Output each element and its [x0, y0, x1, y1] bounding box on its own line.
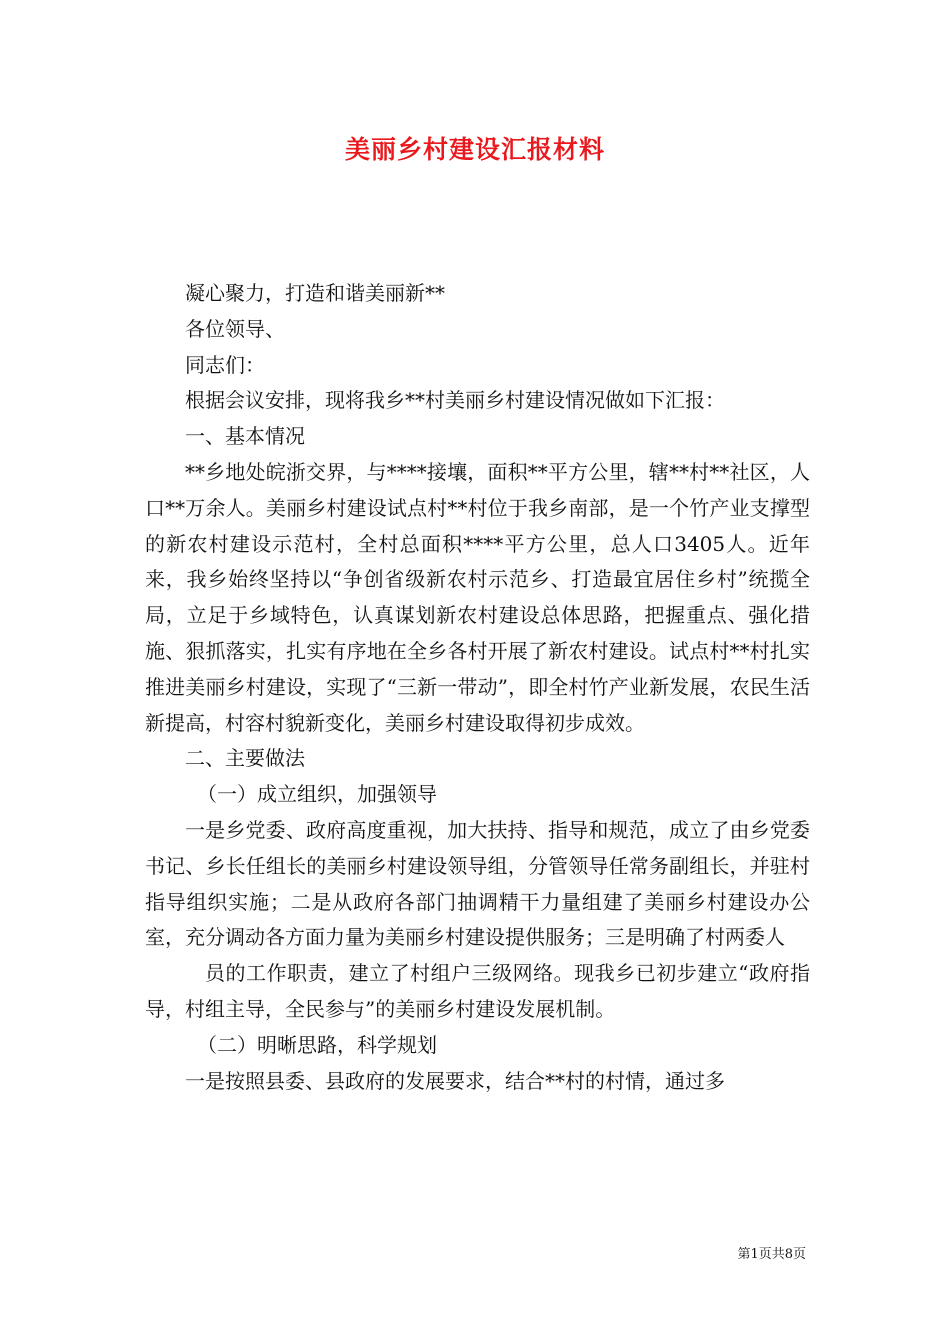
section-heading-2: 二、主要做法	[185, 746, 305, 771]
document-body	[145, 276, 810, 1099]
planning-paragraph: 一是按照县委、县政府的发展要求，结合**村的村情，通过多	[185, 1068, 725, 1093]
subsection-heading-1: （一）成立组织，加强领导	[197, 782, 437, 807]
page-number: 第1页共8页	[737, 1247, 806, 1262]
salutation-line-1: 各位领导、	[185, 316, 285, 341]
salutation-line-2: 同志们：	[185, 352, 265, 377]
page-title: 美丽乡村建设汇报材料	[344, 135, 605, 164]
intro-paragraph: 根据会议安排，现将我乡**村美丽乡村建设情况做如下汇报：	[185, 388, 725, 413]
basic-situation-paragraph: **乡地处皖浙交界，与****接壤，面积**平方公里，辖**村**社区，人口**万余人。美丽乡村建设试点村**村位于我乡南部，是一个竹产业支撑型的新农村建设示范村，全村总面积****平方公里，总人口3405人。近年来，我乡始终坚持以“争创省级新农村示范乡、打造最宜居住乡村”统揽全局，立足于乡域特色，认真谋划新农村建设总体思路，把握重点、强化措施、狠抓落实，扎实有序地在全乡各村开展了新农村建设。试点村**村扎实推进美丽乡村建设，实现了“三新一带动”，即全村竹产业新发展，农民生活新提高，村容村貌新变化，美丽乡村建设取得初步成效。	[145, 459, 810, 735]
subsection-heading-2: （二）明晰思路，科学规划	[197, 1032, 437, 1057]
subtitle-paragraph: 凝心聚力，打造和谐美丽新**	[185, 281, 445, 305]
section-heading-1: 一、基本情况	[185, 424, 305, 449]
organization-continued-paragraph: 员的工作职责，建立了村组户三级网络。现我乡已初步建立“政府指导，村组主导，全民参与”的美丽乡村建设发展机制。	[145, 961, 810, 1021]
organization-paragraph: 一是乡党委、政府高度重视，加大扶持、指导和规范，成立了由乡党委书记、乡长任组长的美丽乡村建设领导组，分管领导任常务副组长，并驻村指导组织实施；二是从政府各部门抽调精干力量组建了美丽乡村建设办公室，充分调动各方面力量为美丽乡村建设提供服务；三是明确了村两委人	[145, 817, 810, 950]
